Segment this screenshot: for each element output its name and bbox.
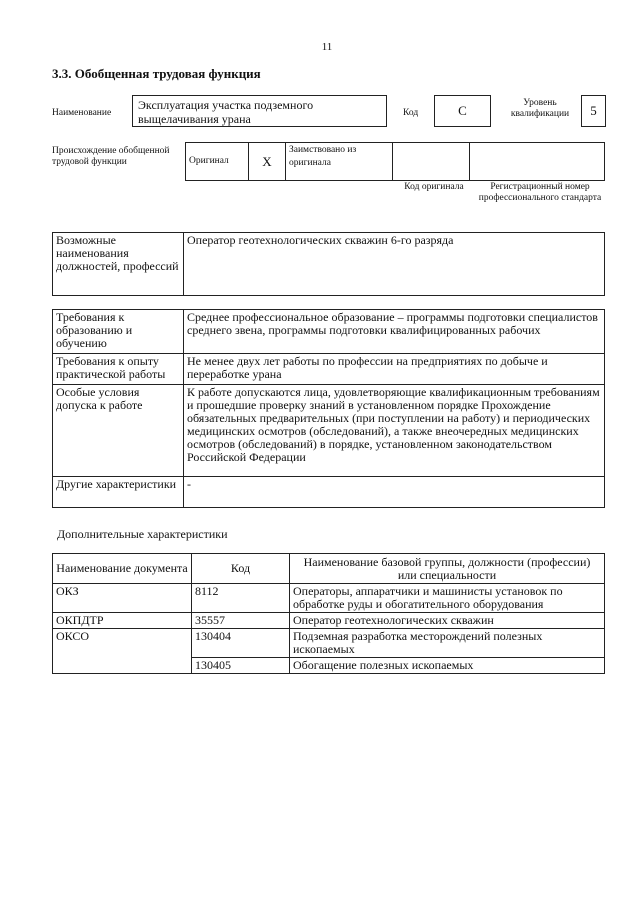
origin-original-label: Оригинал	[189, 156, 229, 166]
level-value-box	[581, 95, 606, 127]
name-value-box	[132, 95, 387, 127]
positions-value: Оператор геотехнологических скважин 6-го разряда	[184, 233, 605, 296]
requirements-table	[52, 309, 605, 508]
requirement-row	[53, 310, 605, 354]
name-value: Эксплуатация участка подземного выщелачивания урана	[138, 98, 314, 126]
origin-mark: X	[262, 154, 272, 169]
level-value: 5	[590, 103, 597, 118]
requirement-row	[53, 477, 605, 508]
requirement-label: Другие характеристики	[53, 477, 184, 508]
requirement-value: К работе допускаются лица, удовлетворяющие квалификационным требованиям и прошедшие проверку знаний в установленном порядке Прохождение обязательных предварительных (при поступлении на работу) и периодических медицинских осмотров (обследований), а также внеочередных медицинских осмотров (обследований) в порядке, установленном законодательством Российской Федерации	[184, 385, 605, 477]
additional-table	[52, 553, 605, 674]
origin-original-cell	[186, 143, 249, 181]
origin-reg-caption: Регистрационный номер профессионального стандарта	[478, 182, 602, 203]
additional-header-name: Наименование базовой группы, должности (профессии) или специальности	[290, 554, 605, 584]
origin-borrowed-label: Заимствовано из оригинала	[289, 145, 357, 168]
section-title: 3.3. Обобщенная трудовая функция	[52, 66, 261, 81]
origin-code-cell	[393, 143, 470, 181]
row-doc: ОКПДТР	[53, 613, 192, 629]
requirement-row	[53, 354, 605, 385]
additional-title: Дополнительные характеристики	[57, 527, 228, 541]
name-label: Наименование	[52, 108, 112, 118]
origin-code-caption: Код оригинала	[404, 182, 464, 192]
row-name: Оператор геотехнологических скважин	[290, 613, 605, 629]
table-row	[53, 629, 605, 658]
code-value: C	[458, 103, 467, 118]
positions-label: Возможные наименования должностей, профессий	[53, 233, 184, 296]
row-name: Подземная разработка месторождений полезных ископаемых	[290, 629, 605, 658]
origin-mark-cell	[249, 143, 286, 181]
page-number: 11	[321, 41, 333, 53]
requirement-value: Среднее профессиональное образование – программы подготовки специалистов среднего звена, программы подготовки квалифицированных рабочих	[184, 310, 605, 354]
requirement-row	[53, 385, 605, 477]
additional-header-code: Код	[192, 554, 290, 584]
row-doc: ОКСО	[53, 629, 192, 674]
origin-reg-cell	[470, 143, 605, 181]
code-label: Код	[403, 108, 419, 118]
positions-table	[52, 232, 605, 296]
origin-label: Происхождение обобщенной трудовой функции	[52, 146, 170, 167]
additional-header-doc: Наименование документа	[53, 554, 192, 584]
row-code: 130404	[192, 629, 290, 658]
requirement-label: Требования к образованию и обучению	[53, 310, 184, 354]
row-code: 35557	[192, 613, 290, 629]
row-doc: ОКЗ	[53, 584, 192, 613]
row-name: Обогащение полезных ископаемых	[290, 658, 605, 674]
row-code: 130405	[192, 658, 290, 674]
requirement-value: -	[184, 477, 605, 508]
additional-header-row	[53, 554, 605, 584]
table-row	[53, 584, 605, 613]
table-row	[53, 613, 605, 629]
code-value-box	[434, 95, 491, 127]
row-name: Операторы, аппаратчики и машинисты установок по обработке руды и обогатительного оборудования	[290, 584, 605, 613]
origin-table	[185, 142, 605, 181]
row-code: 8112	[192, 584, 290, 613]
origin-borrowed-cell	[286, 143, 393, 181]
requirement-label: Особые условия допуска к работе	[53, 385, 184, 477]
requirement-value: Не менее двух лет работы по профессии на предприятиях по добыче и переработке урана	[184, 354, 605, 385]
level-label: Уровень квалификации	[510, 98, 570, 119]
requirement-label: Требования к опыту практической работы	[53, 354, 184, 385]
